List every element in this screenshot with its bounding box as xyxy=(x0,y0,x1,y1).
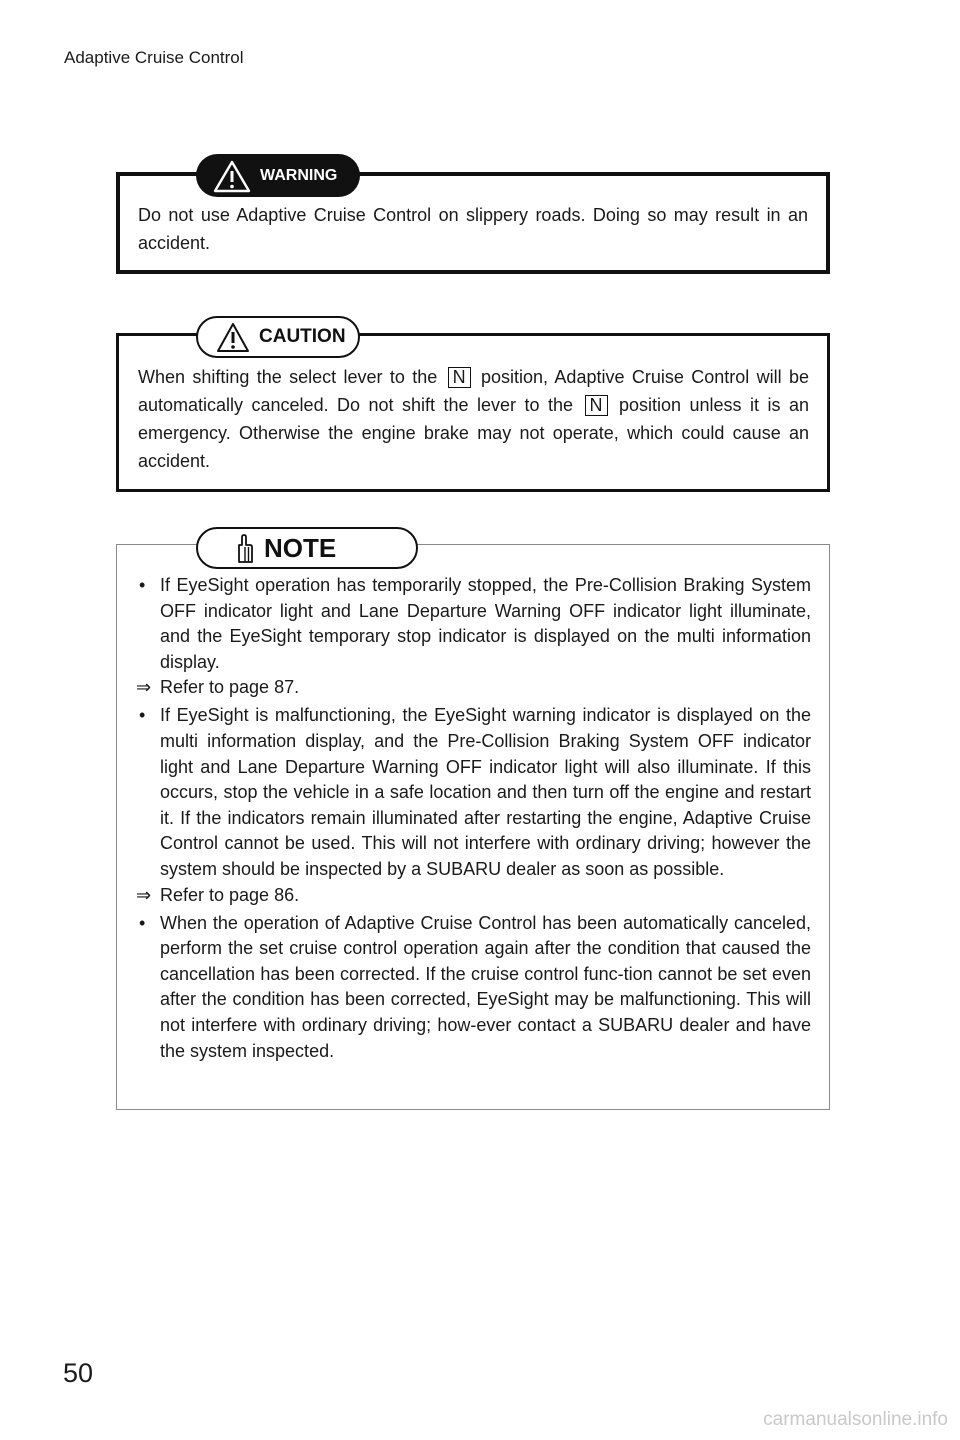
page-number: 50 xyxy=(63,1358,94,1388)
caution-label: CAUTION xyxy=(259,326,346,347)
warning-label: WARNING xyxy=(260,166,338,184)
note-item xyxy=(139,911,811,1065)
note-label: NOTE xyxy=(264,532,337,563)
watermark: carmanualsonline.info xyxy=(763,1409,948,1430)
caution-text-part-1: When shifting the select lever to the xyxy=(138,367,438,387)
note-box xyxy=(116,544,830,1110)
note-list xyxy=(117,573,829,1064)
arrow-icon: ⇒ xyxy=(136,884,152,905)
caution-text-part-3: position unless it is an emergency. Otherwise the engine brake may not operate, which could cause an accident. xyxy=(138,395,809,471)
note-reference xyxy=(136,883,829,911)
note-reference xyxy=(136,675,829,703)
caution-triangle-icon xyxy=(215,321,251,353)
arrow-icon: ⇒ xyxy=(136,677,152,698)
caution-text-part-2: position, Adaptive Cruise Control will be automatically canceled. Do not shift the lever to the xyxy=(138,367,809,415)
note-item-text: If EyeSight is malfunctioning, the EyeSight warning indicator is displayed on the multi information display, and the Pre-Collision Braking System OFF indicator light and Lane Departure Warning OFF indicator light will also illuminate. If this occurs, stop the vehicle in a safe location and then turn off the engine and restart it. If the indicators remain illuminated after restarting the engine, Adaptive Cruise Control cannot be used. This will not interfere with ordinary driving; however the system should be inspected by a SUBARU dealer as soon as possible. xyxy=(160,705,811,879)
caution-text xyxy=(138,363,809,475)
bullet-dot: • xyxy=(139,912,146,933)
note-reference-text: Refer to page 87. xyxy=(160,677,300,698)
note-label-pill xyxy=(196,527,418,569)
warning-label-pill xyxy=(196,154,360,197)
note-item xyxy=(139,703,811,882)
note-item-text: When the operation of Adaptive Cruise Control has been automatically canceled, perform the set cruise control operation again after the condition that caused the cancellation has been corrected. If the cruise control func-tion cannot be set even after the condition has been corrected, EyeSight may be malfunctioning. This will not interfere with ordinary driving; how-ever contact a SUBARU dealer and have the system inspected. xyxy=(160,912,811,1061)
position-n-key: N xyxy=(585,395,608,416)
note-item-text: If EyeSight operation has temporarily stopped, the Pre-Collision Braking System OFF indicator light and Lane Departure Warning OFF indicator light illuminate, and the EyeSight temporary stop indicator is displayed on the multi information display. xyxy=(160,575,811,672)
warning-text: Do not use Adaptive Cruise Control on slippery roads. Doing so may result in an accident. xyxy=(138,205,808,253)
note-hand-icon xyxy=(234,533,256,563)
bullet-dot: • xyxy=(139,575,146,595)
note-item xyxy=(139,573,811,675)
note-reference-text: Refer to page 86. xyxy=(160,884,300,905)
bullet-dot: • xyxy=(139,705,146,726)
position-n-key: N xyxy=(448,367,471,388)
caution-label-pill xyxy=(196,316,360,358)
page-header: Adaptive Cruise Control xyxy=(64,48,244,67)
warning-triangle-icon xyxy=(212,159,252,193)
